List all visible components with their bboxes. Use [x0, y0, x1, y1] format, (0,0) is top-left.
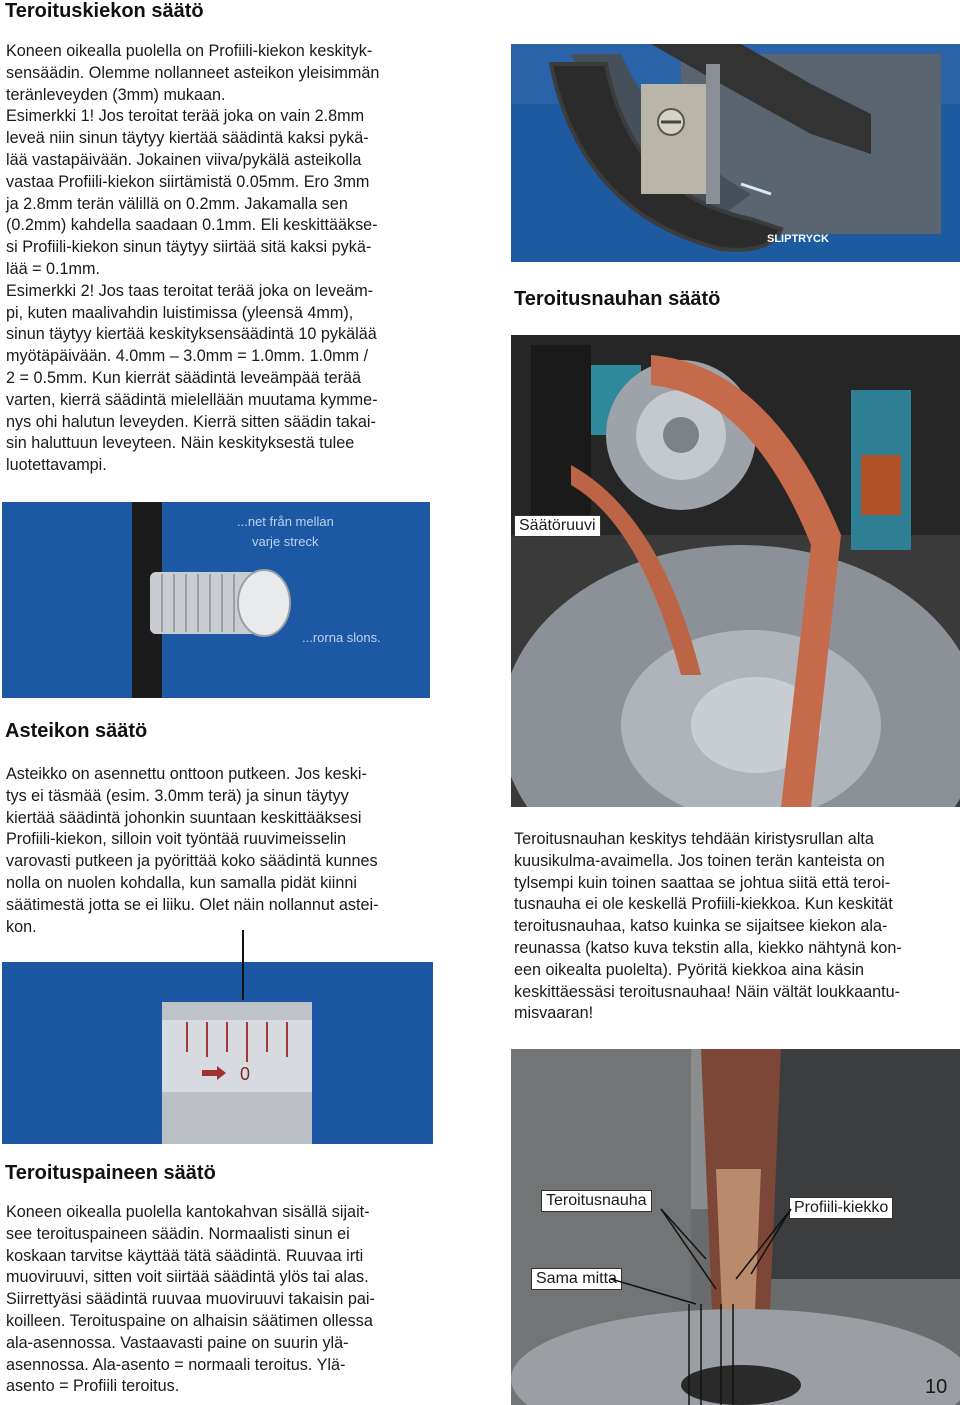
text-line: säätimestä jotta se ei liiku. Olet näin nollannut astei-	[6, 895, 379, 914]
callout-leader-lines	[511, 1049, 960, 1405]
text-line: pi, kuten maalivahdin luistimissa (yleensä 4mm),	[6, 303, 354, 322]
text-line: koilleen. Teroituspaine on alhaisin säätimen ollessa	[6, 1311, 373, 1330]
text-line: Koneen oikealla puolella kantokahvan sisällä sijait-	[6, 1203, 370, 1221]
text-line: luotettavampi.	[6, 456, 107, 475]
text-line: nolla on nuolen kohdalla, kun samalla pidät kiinni	[6, 873, 357, 892]
text-line: teroitusnauhaa, katso kuinka se sijaitsee kiekon ala-	[514, 917, 888, 936]
paragraph-teroitusnauha	[514, 829, 902, 1025]
text-line: muoviruuvi, sitten voit siirtää säädintä ylös tai alas.	[6, 1268, 369, 1287]
text-line: ja 2.8mm terän välillä on 0.2mm. Jakamalla sen	[6, 194, 348, 213]
paragraph-teroituskiekko	[6, 41, 379, 477]
section-title-teroituskiekko: Teroituskiekon säätö	[5, 0, 204, 22]
text-line: asento = Profiili teroitus.	[6, 1377, 180, 1396]
text-line: lää vastapäivään. Jokainen viiva/pykälä asteikolla	[6, 150, 362, 169]
text-line: leveä niin sinun täytyy kiertää säädintä kaksi pykä-	[6, 129, 369, 148]
text-line: Profiili-kiekon, silloin voit työntää ruuvimeisselin	[6, 830, 347, 849]
text-line: si Profiili-kiekon sinun täytyy siirtää sitä kaksi pykä-	[6, 238, 372, 257]
callout-saatoruuvi: Säätöruuvi	[514, 515, 601, 537]
page-number: 10	[925, 1376, 948, 1398]
text-line: myötäpäivään. 4.0mm – 3.0mm = 1.0mm. 1.0mm /	[6, 347, 369, 366]
text-line: see teroituspaineen säädin. Normaalisti sinun ei	[6, 1224, 350, 1243]
text-line: lää = 0.1mm.	[6, 259, 101, 278]
sticker-text: SLIPTRYCK	[767, 233, 829, 245]
text-line: ala-asennossa. Vastaavasti paine on suurin ylä-	[6, 1333, 349, 1352]
callout-teroitusnauha: Teroitusnauha	[541, 1190, 652, 1212]
text-line: Esimerkki 1! Jos teroitat terää joka on vain 2.8mm	[6, 107, 365, 126]
text-line: Koneen oikealla puolella on Profiili-kiekon keskityk-	[6, 42, 373, 60]
svg-text:...net från mellan: ...net från mellan	[237, 514, 334, 529]
text-line: tylsempi kuin toinen saattaa se johtua siitä että teroi-	[514, 873, 891, 892]
text-line: Asteikko on asennettu onttoon putkeen. Jos keski-	[6, 765, 367, 783]
pulley-photo	[511, 335, 960, 807]
callout-profiili-kiekko: Profiili-kiekko	[789, 1197, 893, 1219]
text-line: misvaaran!	[514, 1004, 594, 1023]
section-title-asteikko: Asteikon säätö	[5, 720, 148, 742]
text-line: tys ei täsmää (esim. 3.0mm terä) ja sinun täytyy	[6, 786, 349, 805]
callout-sama-mitta: Sama mitta	[531, 1268, 622, 1290]
text-line: (0.2mm) kahdella saadaan 0.1mm. Eli keskittääkse-	[6, 216, 378, 235]
text-line: sensäädin. Olemme nollanneet asteikon yleisimmän	[6, 63, 380, 82]
svg-text:...rorna slons.: ...rorna slons.	[302, 630, 381, 645]
text-line: teränleveyden (3mm) mukaan.	[6, 85, 226, 104]
text-line: kon.	[6, 917, 37, 936]
text-line: Teroitusnauhan keskitys tehdään kiristysrullan alta	[514, 830, 874, 848]
text-line: nys ohi halutun leveyden. Kierrä sitten säädin takai-	[6, 412, 376, 431]
text-line: Siirrettyäsi säädintä ruuvaa muoviruuvi takaisin pai-	[6, 1290, 375, 1309]
text-line: 2 = 0.5mm. Kun kierrät säädintä leveämpää terää	[6, 368, 361, 387]
text-line: keskittäessäsi teroitusnauhaa! Näin vältät loukkaantu-	[514, 982, 901, 1001]
section-title-teroituspaine: Teroituspaineen säätö	[5, 1162, 216, 1184]
text-line: tusnauha ei ole keskellä Profiili-kiekkoa. Kun keskität	[514, 895, 893, 914]
paragraph-teroituspaine	[6, 1202, 375, 1398]
dial-zero: 0	[240, 1064, 251, 1084]
text-line: koskaan tarvitse käyttää tätä säädintä. Ruuvaa irti	[6, 1246, 364, 1265]
text-line: vastaa Profiili-kiekon siirtämistä 0.05mm. Ero 3mm	[6, 172, 370, 191]
pointer-line	[242, 930, 244, 1000]
text-line: Esimerkki 2! Jos taas teroitat terää joka on leveäm-	[6, 281, 374, 300]
text-line: sinun täytyy kiertää keskityksensäädintä 10 pykälää	[6, 325, 377, 344]
text-line: kuusikulma-avaimella. Jos toinen terän kanteista on	[514, 851, 885, 870]
text-line: kiertää säädintä johonkin suuntaan keskittääksesi	[6, 808, 362, 827]
section-title-teroitusnauha: Teroitusnauhan säätö	[514, 288, 721, 310]
text-line: asennossa. Ala-asento = normaali teroitus. Ylä-	[6, 1355, 346, 1374]
text-line: reunassa (katso kuva tekstin alla, kiekko nähtynä kon-	[514, 938, 902, 957]
dial-photo	[2, 962, 433, 1144]
text-line: varten, kierrä säädintä mielellään muutama kymme-	[6, 390, 378, 409]
text-line: varovasti putkeen ja pyörittää koko säädintä kunnes	[6, 852, 378, 871]
svg-text:varje streck: varje streck	[252, 534, 319, 549]
paragraph-asteikko	[6, 764, 379, 938]
text-line: een oikealta puolelta). Pyöritä kiekkoa aina käsin	[514, 960, 865, 979]
belt-top-photo	[511, 44, 960, 262]
adjuster-knob-photo	[2, 502, 430, 698]
text-line: sin haluttuun leveyteen. Näin keskityksestä tulee	[6, 434, 355, 453]
